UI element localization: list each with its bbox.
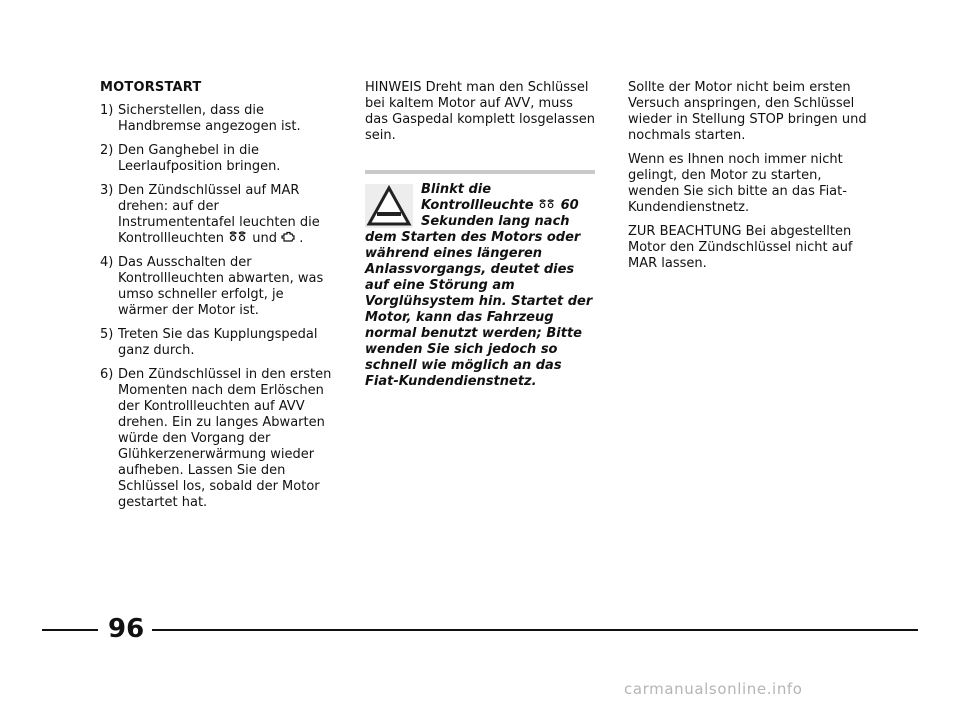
step-2 <box>100 143 332 175</box>
engine-check-icon <box>281 231 299 246</box>
section-heading: MOTORSTART <box>100 80 202 95</box>
warning-box <box>365 170 595 390</box>
column-motorstart <box>100 80 332 519</box>
step-number: 6) <box>100 367 114 382</box>
hinweis-note: HINWEIS Dreht man den Schlüssel bei kaltem Motor auf AVV, muss das Gaspedal komplett losgelassen sein. <box>365 80 595 143</box>
step-number: 1) <box>100 103 114 118</box>
step-text-end: . <box>299 231 304 246</box>
watermark: carmanualsonline.info <box>624 680 803 698</box>
glow-plug-warning-icon <box>538 198 561 213</box>
warning-triangle-icon <box>365 184 413 228</box>
page-number: 96 <box>108 614 145 644</box>
step-text: Sicherstellen, dass die Handbremse angezogen ist. <box>118 103 301 134</box>
step-number: 3) <box>100 183 114 198</box>
step-text: Den Zündschlüssel in den ersten Momenten nach dem Erlöschen der Kontrollleuchten auf AVV drehen. Ein zu langes Abwarten würde den Vorgang der Glühkerzenerwärmung wieder aufheben. Lassen Sie den Schlüssel los, sobald der Motor gestartet hat. <box>118 367 332 510</box>
step-4 <box>100 255 332 319</box>
step-number: 4) <box>100 255 114 270</box>
paragraph: ZUR BEACHTUNG Bei abgestellten Motor den Zündschlüssel nicht auf MAR lassen. <box>628 224 853 271</box>
paragraph: Sollte der Motor nicht beim ersten Versuch anspringen, den Schlüssel wieder in Stellung STOP bringen und nochmals starten. <box>628 80 867 143</box>
step-number: 5) <box>100 327 114 342</box>
step-text: Treten Sie das Kupplungspedal ganz durch. <box>118 327 318 358</box>
paragraph: Wenn es Ihnen noch immer nicht gelingt, den Motor zu starten, wenden Sie sich bitte an das Fiat-Kundendienstnetz. <box>628 152 847 215</box>
column-hinweis <box>365 80 597 152</box>
step-5 <box>100 327 332 359</box>
step-text: Das Ausschalten der Kontrollleuchten abwarten, was umso schneller erfolgt, je wärmer der Motor ist. <box>118 255 324 318</box>
step-3 <box>100 183 332 247</box>
step-text-and: und <box>252 231 277 246</box>
warning-text-start: Blinkt die Kontrollleuchte <box>421 182 534 213</box>
column-start-help <box>628 80 868 280</box>
step-text: Den Zündschlüssel auf MAR drehen: auf der Instrumententafel leuchten die Kontrollleuchten <box>118 183 320 246</box>
step-text: Den Ganghebel in die Leerlaufposition bringen. <box>118 143 281 174</box>
footer-rule-right <box>152 629 918 631</box>
footer-rule-left <box>42 629 98 631</box>
glow-plug-warning-icon <box>228 231 252 246</box>
warning-text-rest: 60 Sekunden lang nach dem Starten des Motors oder während eines längeren Anlassvorgangs, deutet dies auf eine Störung am Vorglühsystem hin. Startet der Motor, kann das Fahrzeug normal benutzt werden; Bitte wenden Sie sich jedoch so schnell wie möglich an das Fiat-Kundendienstnetz. <box>365 198 593 389</box>
step-number: 2) <box>100 143 114 158</box>
step-6 <box>100 367 332 511</box>
step-1 <box>100 103 332 135</box>
